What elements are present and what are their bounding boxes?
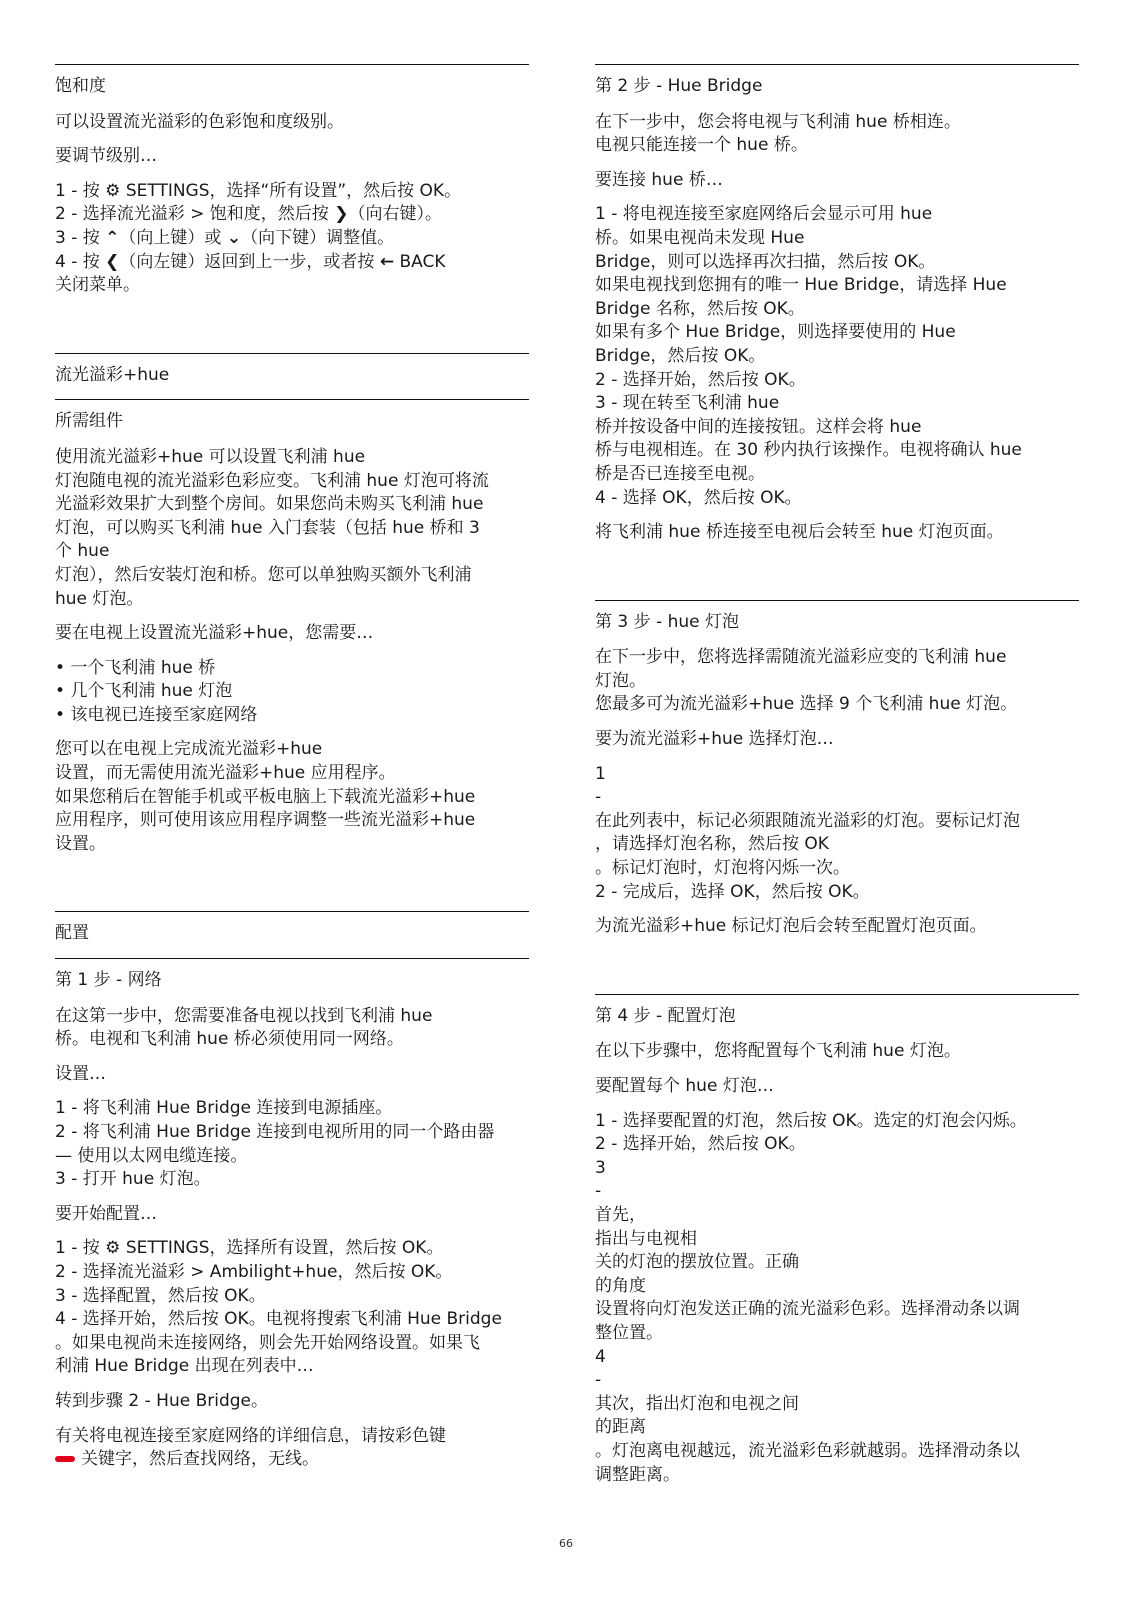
- step-text: （向下键）调整值。: [241, 227, 395, 248]
- text-line: 灯泡，可以购买飞利浦 hue 入门套装（包括 hue 桥和 3: [55, 517, 480, 538]
- paragraph: 要调节级别…: [55, 146, 157, 167]
- section-title-step2: 第 2 步 - Hue Bridge: [595, 76, 763, 96]
- gear-icon: ⚙: [105, 1238, 121, 1259]
- chevron-down-icon: ⌄: [226, 227, 242, 248]
- step-line: 如果有多个 Hue Bridge，则选择要使用的 Hue: [595, 322, 956, 343]
- bullet-list: [55, 657, 529, 728]
- steps-list: [595, 1110, 1079, 1488]
- text-line: hue 灯泡。: [55, 588, 144, 609]
- list-item: • 几个飞利浦 hue 灯泡: [55, 680, 529, 704]
- step-line: 2 - 完成后，选择 OK，然后按 OK。: [595, 881, 870, 902]
- text-line: 电视只能连接一个 hue 桥。: [595, 135, 808, 156]
- paragraph: 要配置每个 hue 灯泡…: [595, 1076, 774, 1096]
- step-text: 2 - 选择流光溢彩 > 饱和度，然后按: [55, 204, 335, 225]
- list-item: • 该电视已连接至家庭网络: [55, 704, 529, 728]
- step-text: SETTINGS，选择“所有设置”，然后按 OK。: [120, 180, 462, 201]
- step-line: [55, 251, 529, 275]
- section-divider: [595, 600, 1079, 601]
- back-arrow-icon: ←: [379, 251, 395, 272]
- step-line: 如果电视找到您拥有的唯一 Hue Bridge，请选择 Hue: [595, 275, 1007, 296]
- steps-list: [55, 180, 529, 298]
- step-line: 调整距离。: [595, 1464, 680, 1485]
- text-line: 在下一步中，您会将电视与飞利浦 hue 桥相连。: [595, 111, 961, 132]
- paragraph: 可以设置流光溢彩的色彩饱和度级别。: [55, 111, 344, 132]
- section-divider: [595, 64, 1079, 65]
- text-line: 使用流光溢彩+hue 可以设置飞利浦 hue: [55, 446, 366, 467]
- chevron-up-icon: ⌃: [105, 227, 120, 248]
- section-title-saturation: 饱和度: [55, 76, 106, 96]
- list-item: • 一个飞利浦 hue 桥: [55, 657, 529, 681]
- paragraph: 设置…: [55, 1063, 106, 1084]
- step-line: Bridge，然后按 OK。: [595, 345, 766, 366]
- text-line: 灯泡。: [595, 670, 646, 691]
- step-line: [55, 203, 529, 227]
- step-line: 1: [595, 763, 606, 784]
- section-divider: [55, 353, 529, 354]
- steps-list: [595, 763, 1079, 905]
- chevron-right-icon: ❯: [334, 204, 349, 225]
- step-line: 的角度: [595, 1275, 646, 1296]
- step-text: 1 - 按: [55, 1238, 106, 1259]
- step-line: -: [595, 787, 602, 808]
- text-line: 光溢彩效果扩大到整个房间。如果您尚未购买飞利浦 hue: [55, 494, 484, 515]
- right-column: [595, 64, 1079, 1498]
- text-segment: 关键字，然后查找网络，无线。: [81, 1449, 319, 1470]
- text-line: 您可以在电视上完成流光溢彩+hue: [55, 739, 323, 760]
- section-divider: [595, 994, 1079, 995]
- step-line: 指出与电视相: [595, 1228, 697, 1249]
- section-divider: [55, 64, 529, 65]
- text-line: 设置。: [55, 833, 106, 854]
- section-title-step4: 第 4 步 - 配置灯泡: [595, 1005, 736, 1026]
- step-line: 4 - 选择 OK，然后按 OK。: [595, 487, 802, 508]
- text-line: 在这第一步中，您需要准备电视以找到飞利浦 hue: [55, 1005, 433, 1026]
- left-column: [55, 64, 529, 1483]
- step-line: 的距离: [595, 1417, 646, 1438]
- step-line: 3 - 现在转至飞利浦 hue: [595, 393, 780, 414]
- step-line: 2 - 选择开始，然后按 OK。: [595, 1134, 806, 1155]
- step-line: Bridge，则可以选择再次扫描，然后按 OK。: [595, 251, 936, 272]
- section-divider: [55, 911, 529, 912]
- paragraph: [55, 1425, 529, 1472]
- text-line: 灯泡随电视的流光溢彩色彩应变。飞利浦 hue 灯泡可将流: [55, 470, 489, 491]
- paragraph: 将飞利浦 hue 桥连接至电视后会转至 hue 灯泡页面。: [595, 522, 1004, 543]
- subsection-divider: [55, 399, 529, 400]
- paragraph: 在以下步骤中，您将配置每个飞利浦 hue 灯泡。: [595, 1041, 961, 1062]
- text-line: 桥。电视和飞利浦 hue 桥必须使用同一网络。: [55, 1029, 404, 1050]
- steps-list: [595, 203, 1079, 510]
- paragraph: 为流光溢彩+hue 标记灯泡后会转至配置灯泡页面。: [595, 916, 987, 937]
- step-text: （向右键）。: [348, 204, 442, 225]
- step-line: 3: [595, 1157, 606, 1178]
- text-line: 有关将电视连接至家庭网络的详细信息，请按彩色键: [55, 1425, 446, 1446]
- section-title-step3: 第 3 步 - hue 灯泡: [595, 611, 739, 632]
- text-line: [55, 1448, 529, 1472]
- step-line: 首先，: [595, 1204, 646, 1225]
- step-line: 关闭菜单。: [55, 275, 140, 296]
- step-line: 设置将向灯泡发送正确的流光溢彩色彩。选择滑动条以调: [595, 1299, 1020, 1320]
- step-line: 1 - 将飞利浦 Hue Bridge 连接到电源插座。: [55, 1098, 393, 1119]
- step-line: 在此列表中，标记必须跟随流光溢彩的灯泡。要标记灯泡: [595, 810, 1020, 831]
- step-line: Bridge 名称，然后按 OK。: [595, 298, 805, 319]
- step-line: ，请选择灯泡名称，然后按 OK: [595, 834, 829, 855]
- paragraph: 要为流光溢彩+hue 选择灯泡…: [595, 729, 834, 750]
- text-line: 如果您稍后在智能手机或平板电脑上下载流光溢彩+hue: [55, 786, 476, 807]
- step-line: 整位置。: [595, 1322, 663, 1343]
- step-line: 2 - 选择流光溢彩 > Ambilight+hue，然后按 OK。: [55, 1261, 453, 1282]
- text-line: 应用程序，则可使用该应用程序调整一些流光溢彩+hue: [55, 810, 476, 831]
- step-line: 。灯泡离电视越远，流光溢彩色彩就越弱。选择滑动条以: [595, 1440, 1020, 1461]
- section-title-ambilight-hue: 流光溢彩+hue: [55, 364, 170, 385]
- step-line: 4 - 选择开始，然后按 OK。电视将搜索飞利浦 Hue Bridge: [55, 1309, 502, 1330]
- text-line: 设置，而无需使用流光溢彩+hue 应用程序。: [55, 763, 396, 784]
- step-text: （向上键）或: [119, 227, 227, 248]
- step-text: 1 - 按: [55, 180, 106, 201]
- steps-list: [55, 1097, 529, 1191]
- subsection-title: 第 1 步 - 网络: [55, 970, 162, 991]
- step-line: 。标记灯泡时，灯泡将闪烁一次。: [595, 858, 850, 879]
- paragraph: 转到步骤 2 - Hue Bridge。: [55, 1390, 268, 1411]
- steps-list: [55, 1237, 529, 1379]
- red-color-key-icon: [55, 1456, 75, 1462]
- step-text: BACK: [394, 251, 446, 272]
- text-line: 个 hue: [55, 541, 110, 562]
- paragraph: 要开始配置…: [55, 1203, 157, 1224]
- step-line: 桥是否已连接至电视。: [595, 463, 765, 484]
- subsection-divider: [55, 958, 529, 959]
- step-line: 3 - 打开 hue 灯泡。: [55, 1169, 211, 1190]
- step-line: [55, 180, 529, 204]
- paragraph: [595, 111, 1079, 158]
- step-line: 。如果电视尚未连接网络，则会先开始网络设置。如果飞: [55, 1332, 480, 1353]
- paragraph: [595, 646, 1079, 717]
- chevron-left-icon: ❮: [105, 251, 120, 272]
- text-line: 您最多可为流光溢彩+hue 选择 9 个飞利浦 hue 灯泡。: [595, 694, 1018, 715]
- step-line: 2 - 将飞利浦 Hue Bridge 连接到电视所用的同一个路由器: [55, 1122, 495, 1142]
- page-number: 66: [559, 1537, 573, 1550]
- step-line: 1 - 选择要配置的灯泡，然后按 OK。选定的灯泡会闪烁。: [595, 1110, 1027, 1131]
- step-text: SETTINGS，选择所有设置，然后按 OK。: [120, 1238, 444, 1259]
- text-line: 在下一步中，您将选择需随流光溢彩应变的飞利浦 hue: [595, 647, 1007, 668]
- step-text: （向左键）返回到上一步，或者按: [119, 251, 380, 272]
- step-line: [55, 227, 529, 251]
- step-text: 3 - 按: [55, 227, 106, 248]
- step-line: [55, 1237, 529, 1261]
- text-line: 灯泡），然后安装灯泡和桥。您可以单独购买额外飞利浦: [55, 564, 472, 585]
- step-line: -: [595, 1370, 602, 1391]
- step-line: 利浦 Hue Bridge 出现在列表中…: [55, 1356, 314, 1377]
- step-line: 其次，指出灯泡和电视之间: [595, 1393, 799, 1414]
- paragraph: 要连接 hue 桥…: [595, 169, 723, 190]
- step-line: 桥。如果电视尚未发现 Hue: [595, 227, 805, 248]
- step-line: 3 - 选择配置，然后按 OK。: [55, 1285, 266, 1306]
- gear-icon: ⚙: [105, 180, 121, 201]
- step-line: — 使用以太网电缆连接。: [55, 1145, 248, 1166]
- step-line: 2 - 选择开始，然后按 OK。: [595, 369, 806, 390]
- step-line: 关的灯泡的摆放位置。正确: [595, 1252, 799, 1273]
- paragraph: 要在电视上设置流光溢彩+hue，您需要…: [55, 623, 374, 644]
- paragraph: [55, 1005, 529, 1052]
- step-line: -: [595, 1181, 602, 1202]
- paragraph: [55, 738, 529, 856]
- step-line: 4: [595, 1346, 606, 1367]
- step-text: 4 - 按: [55, 251, 106, 272]
- paragraph: [55, 446, 529, 611]
- step-line: 桥与电视相连。在 30 秒内执行该操作。电视将确认 hue: [595, 440, 1022, 461]
- step-line: 1 - 将电视连接至家庭网络后会显示可用 hue: [595, 204, 933, 225]
- section-title-configure: 配置: [55, 923, 89, 944]
- step-line: 桥并按设备中间的连接按钮。这样会将 hue: [595, 416, 922, 437]
- subsection-title: 所需组件: [55, 411, 123, 432]
